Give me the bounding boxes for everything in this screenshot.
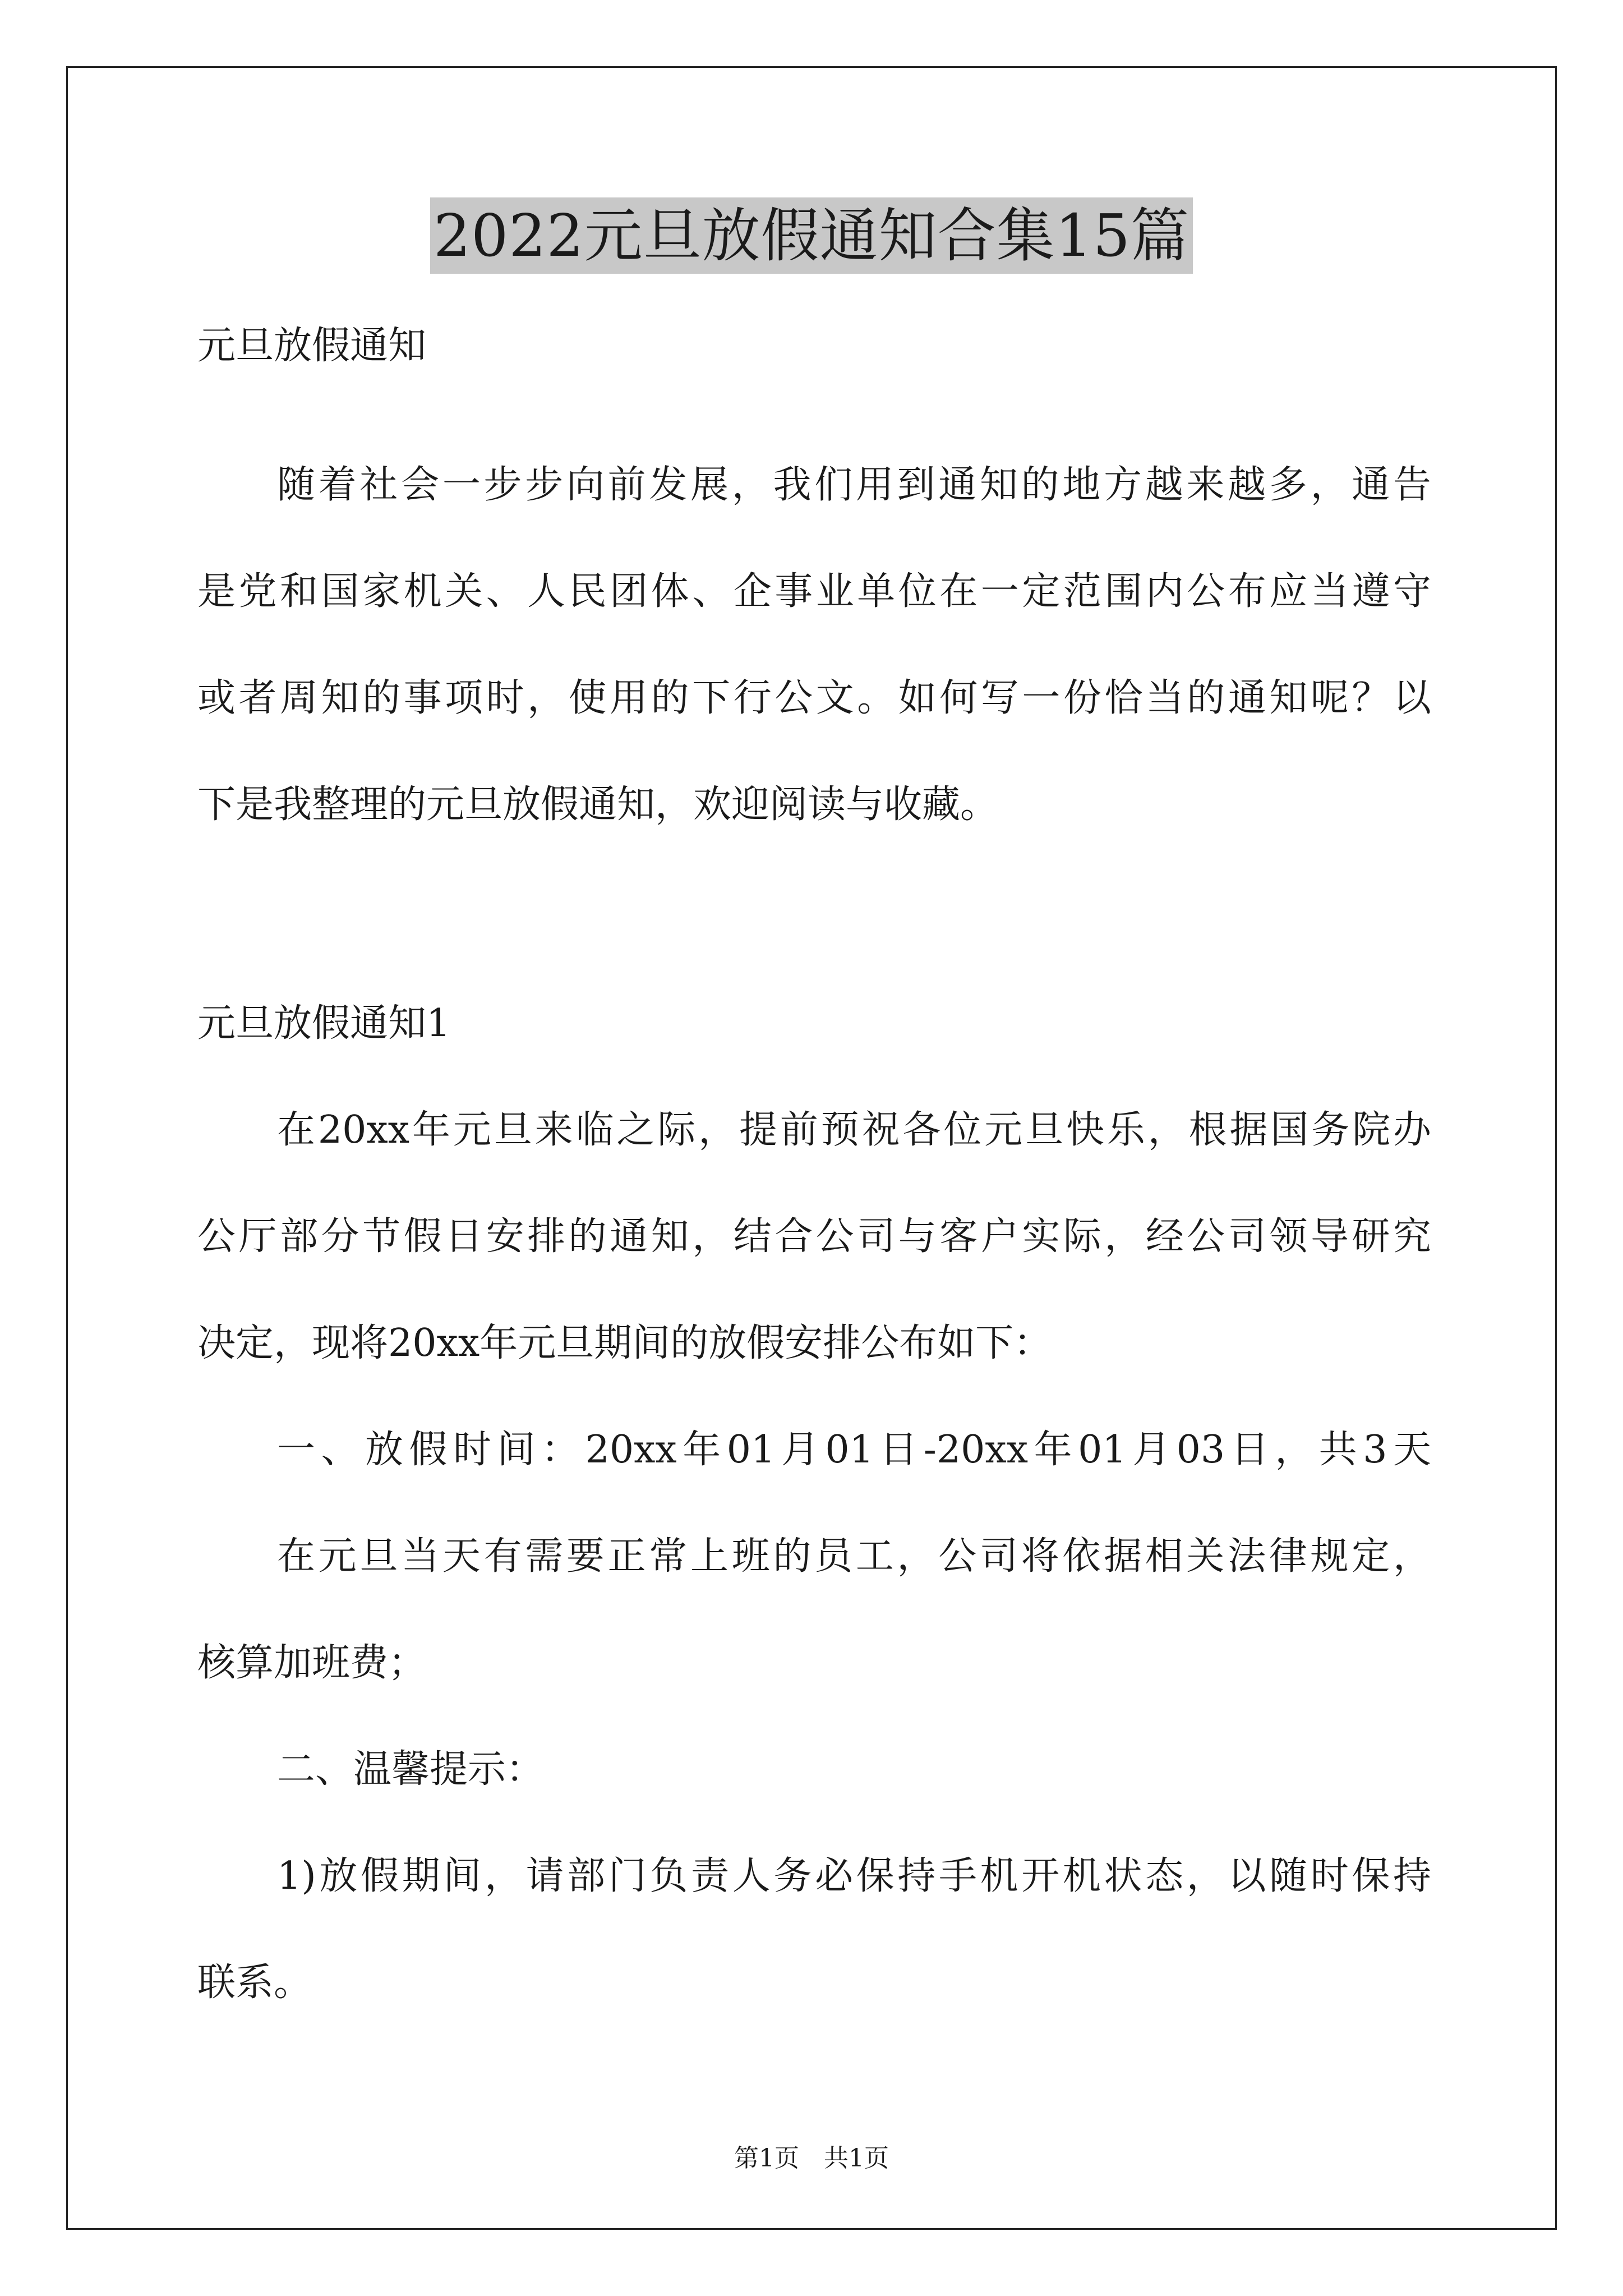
document-title: 2022元旦放假通知合集15篇: [430, 197, 1193, 274]
section1-line-3: 决定，现将20xx年元旦期间的放假安排公布如下：: [197, 1321, 1052, 1365]
section1-line-4: 一、放假时间：20xx年01月01日-20xx年01月03日，共3天: [277, 1428, 1431, 1472]
section1-line-8: 1)放假期间，请部门负责人务必保持手机开机状态，以随时保持: [277, 1854, 1431, 1898]
intro-line-4: 下是我整理的元旦放假通知，欢迎阅读与收藏。: [197, 783, 999, 827]
intro-heading: 元旦放假通知: [197, 324, 427, 368]
section1-line-5: 在元旦当天有需要正常上班的员工，公司将依据相关法律规定，: [277, 1534, 1431, 1579]
intro-line-2: 是党和国家机关、人民团体、企事业单位在一定范围内公布应当遵守: [197, 569, 1431, 614]
page-footer: 第1页 共1页: [734, 2144, 889, 2173]
section1-heading: 元旦放假通知1: [197, 1001, 451, 1046]
section1-line-6: 核算加班费；: [197, 1641, 427, 1685]
intro-line-1: 随着社会一步步向前发展，我们用到通知的地方越来越多，通告: [277, 463, 1431, 507]
title-container: [0, 197, 1623, 274]
section1-line-1: 在20xx年元旦来临之际，提前预祝各位元旦快乐，根据国务院办: [277, 1108, 1431, 1152]
section1-line-2: 公厅部分节假日安排的通知，结合公司与客户实际，经公司领导研究: [197, 1214, 1431, 1259]
section1-line-9: 联系。: [197, 1961, 312, 2005]
intro-line-3: 或者周知的事项时，使用的下行公文。如何写一份恰当的通知呢？以: [197, 676, 1431, 720]
section1-line-7: 二、温馨提示：: [277, 1747, 545, 1792]
